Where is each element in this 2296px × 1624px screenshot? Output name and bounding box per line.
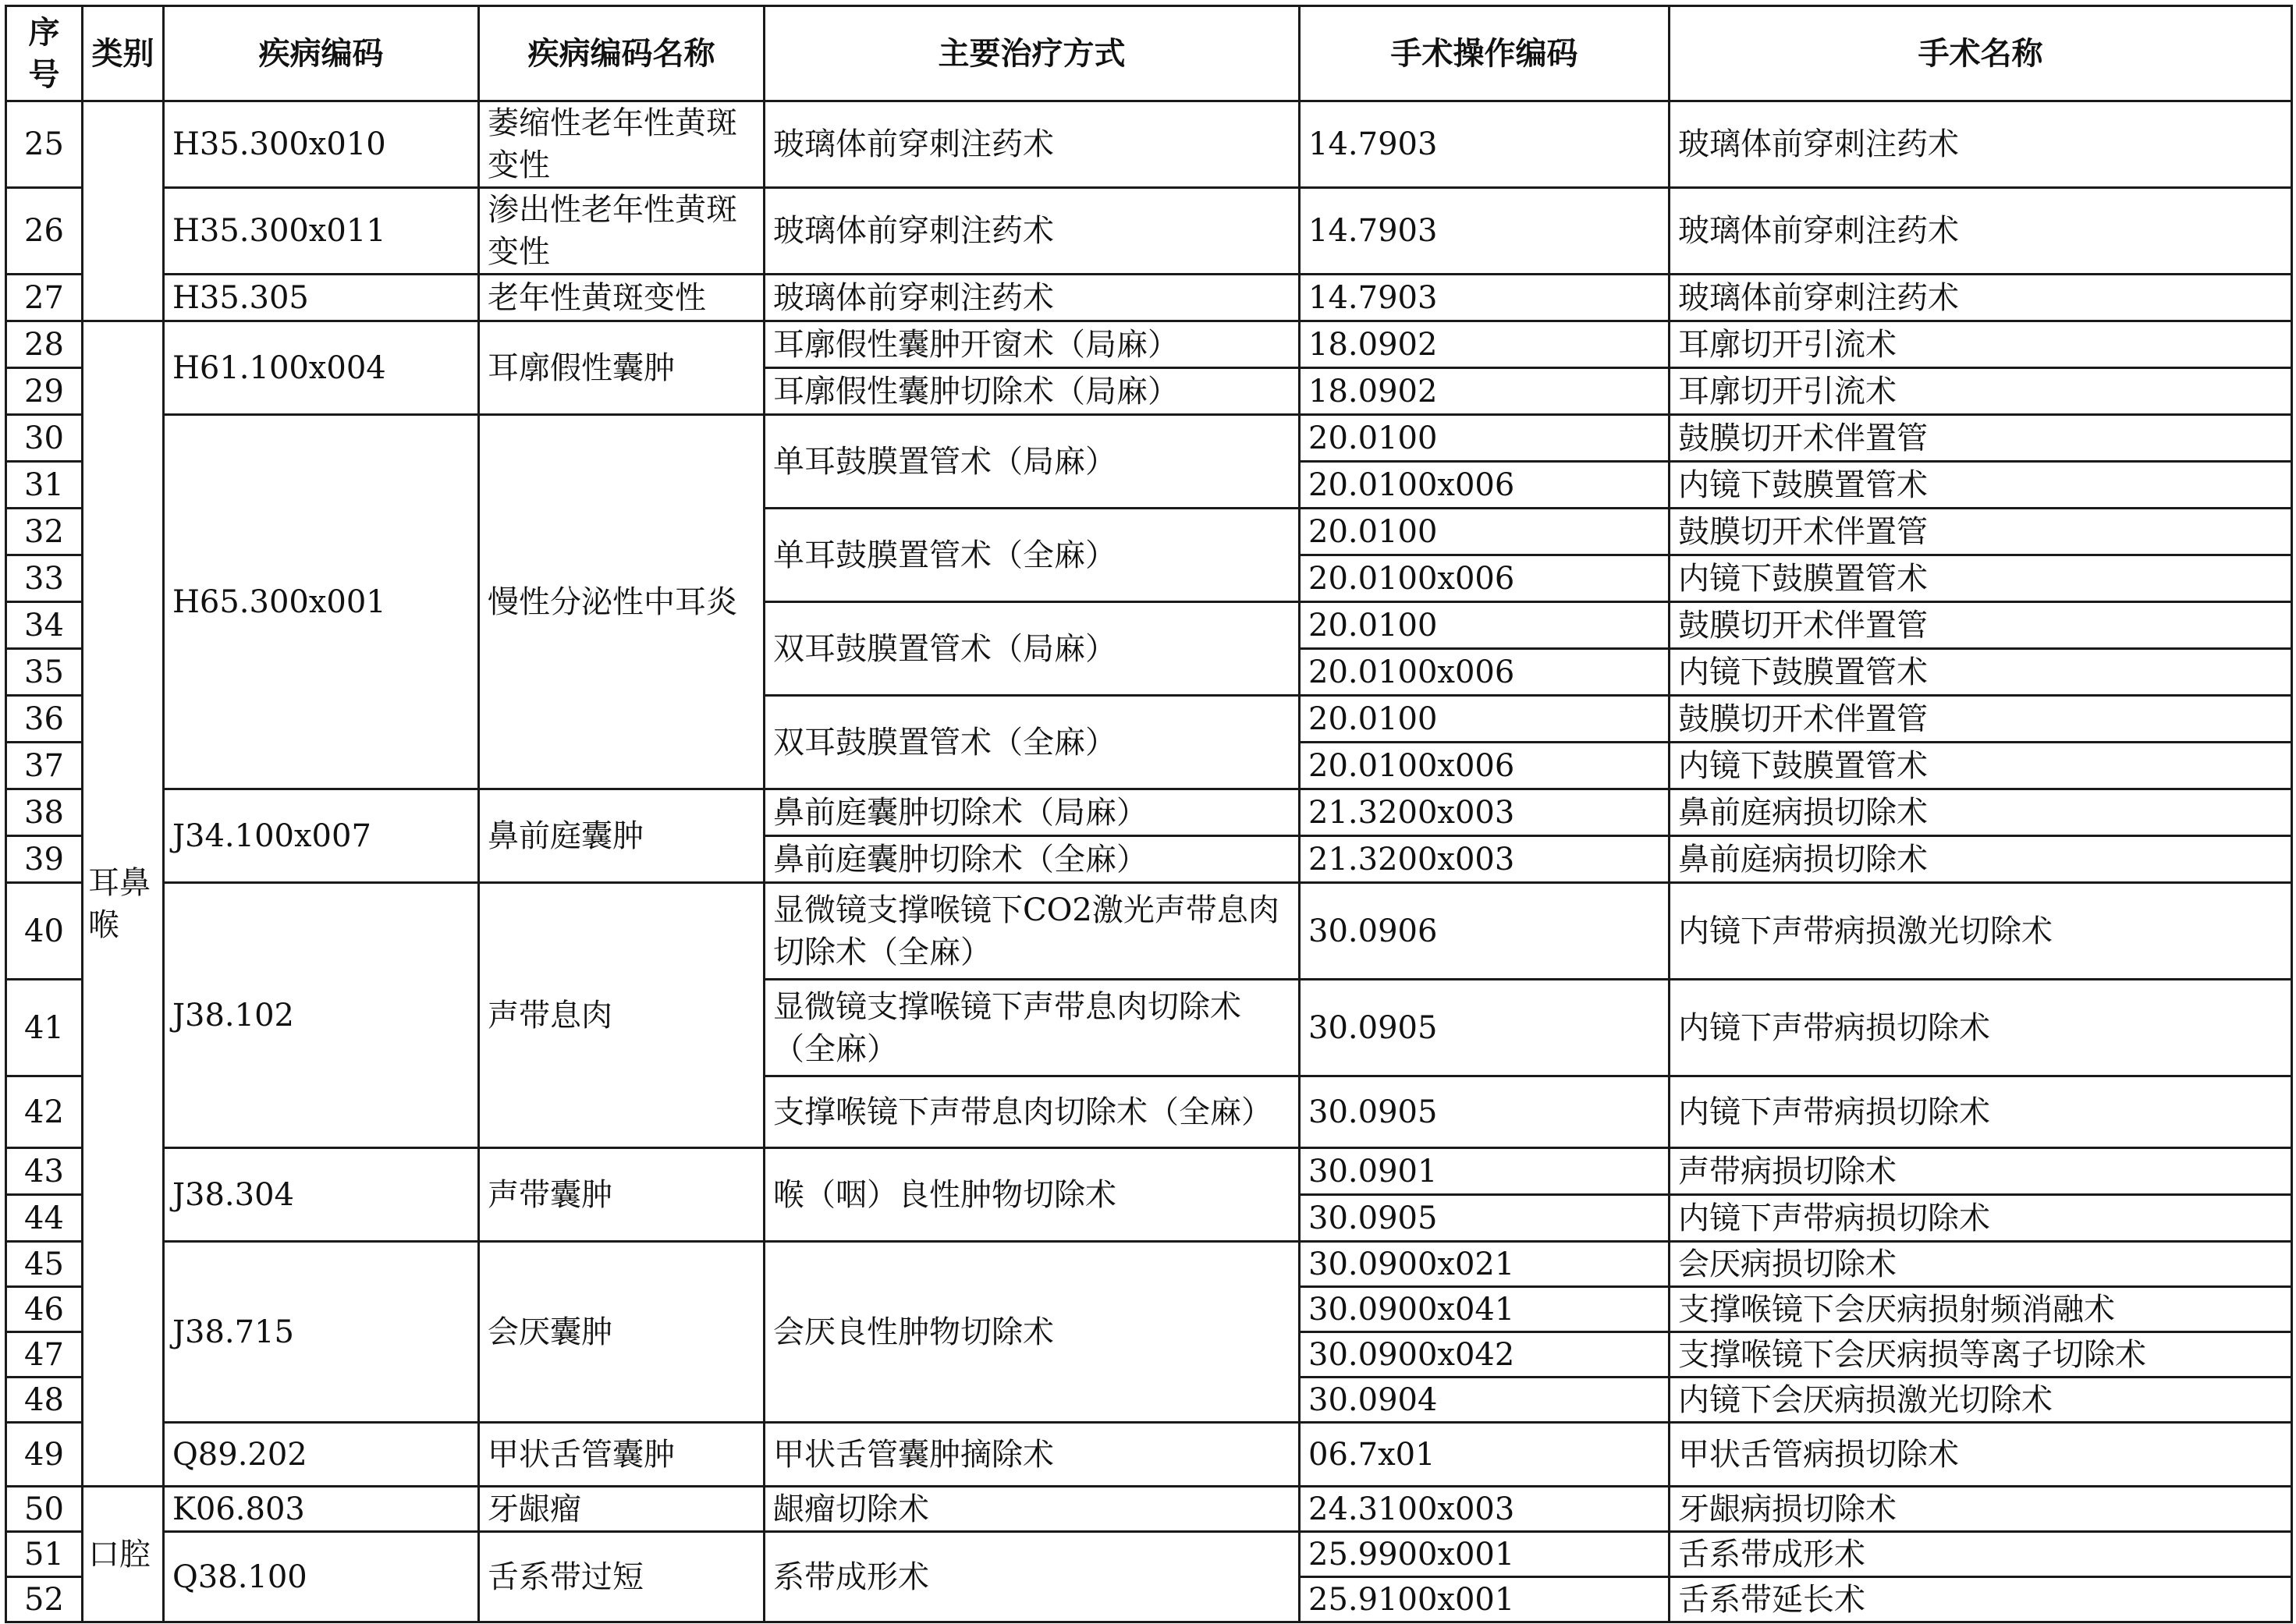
op-name-cell: 鼻前庭病损切除术 <box>1670 836 2292 883</box>
treatment-cell: 支撑喉镜下声带息肉切除术（全麻） <box>765 1076 1300 1148</box>
treatment-cell: 鼻前庭囊肿切除术（局麻） <box>765 789 1300 836</box>
seq-cell: 46 <box>6 1287 83 1332</box>
header-op-name: 手术名称 <box>1670 6 2292 101</box>
op-code-cell: 24.3100x003 <box>1300 1487 1670 1532</box>
seq-cell: 30 <box>6 415 83 462</box>
header-op-code: 手术操作编码 <box>1300 6 1670 101</box>
treatment-cell: 玻璃体前穿刺注药术 <box>765 188 1300 275</box>
treatment-cell: 耳廓假性囊肿开窗术（局麻） <box>765 321 1300 368</box>
op-name-cell: 内镜下会厌病损激光切除术 <box>1670 1378 2292 1423</box>
seq-cell: 48 <box>6 1378 83 1423</box>
seq-cell: 38 <box>6 789 83 836</box>
op-name-cell: 内镜下鼓膜置管术 <box>1670 555 2292 602</box>
disease-code-cell: J38.304 <box>164 1148 479 1242</box>
disease-code-cell: H35.305 <box>164 275 479 321</box>
disease-name-cell: 舌系带过短 <box>479 1532 765 1622</box>
category-cell: 耳鼻喉 <box>83 321 164 1487</box>
op-code-cell: 30.0900x042 <box>1300 1332 1670 1378</box>
seq-cell: 47 <box>6 1332 83 1378</box>
treatment-cell: 甲状舌管囊肿摘除术 <box>765 1423 1300 1487</box>
disease-name-cell: 会厌囊肿 <box>479 1242 765 1423</box>
disease-name-cell: 渗出性老年性黄斑变性 <box>479 188 765 275</box>
op-name-cell: 内镜下声带病损激光切除术 <box>1670 883 2292 980</box>
seq-cell: 39 <box>6 836 83 883</box>
op-code-cell: 18.0902 <box>1300 321 1670 368</box>
table-row <box>6 1148 2292 1195</box>
op-code-cell: 20.0100 <box>1300 509 1670 555</box>
category-cell: 口腔 <box>83 1487 164 1622</box>
seq-cell: 50 <box>6 1487 83 1532</box>
op-name-cell: 鼓膜切开术伴置管 <box>1670 602 2292 649</box>
table-row <box>6 188 2292 275</box>
disease-code-cell: H35.300x011 <box>164 188 479 275</box>
disease-name-cell: 慢性分泌性中耳炎 <box>479 415 765 789</box>
op-code-cell: 21.3200x003 <box>1300 836 1670 883</box>
disease-code-cell: H61.100x004 <box>164 321 479 415</box>
op-name-cell: 内镜下鼓膜置管术 <box>1670 743 2292 789</box>
op-code-cell: 30.0905 <box>1300 980 1670 1076</box>
seq-cell: 35 <box>6 649 83 696</box>
seq-cell: 28 <box>6 321 83 368</box>
category-cell <box>83 101 164 321</box>
treatment-cell: 双耳鼓膜置管术（局麻） <box>765 602 1300 696</box>
treatment-cell: 显微镜支撑喉镜下CO2激光声带息肉切除术（全麻） <box>765 883 1300 980</box>
table-row <box>6 883 2292 980</box>
header-row <box>6 6 2292 101</box>
table-row <box>6 415 2292 462</box>
treatment-cell: 会厌良性肿物切除术 <box>765 1242 1300 1423</box>
disease-code-cell: J34.100x007 <box>164 789 479 883</box>
seq-cell: 40 <box>6 883 83 980</box>
op-name-cell: 耳廓切开引流术 <box>1670 321 2292 368</box>
op-name-cell: 支撑喉镜下会厌病损等离子切除术 <box>1670 1332 2292 1378</box>
op-code-cell: 30.0905 <box>1300 1195 1670 1242</box>
op-code-cell: 20.0100 <box>1300 415 1670 462</box>
treatment-cell: 玻璃体前穿刺注药术 <box>765 101 1300 188</box>
treatment-cell: 喉（咽）良性肿物切除术 <box>765 1148 1300 1242</box>
op-name-cell: 玻璃体前穿刺注药术 <box>1670 101 2292 188</box>
table-row <box>6 789 2292 836</box>
disease-name-cell: 甲状舌管囊肿 <box>479 1423 765 1487</box>
treatment-cell: 显微镜支撑喉镜下声带息肉切除术（全麻） <box>765 980 1300 1076</box>
seq-cell: 29 <box>6 368 83 415</box>
op-name-cell: 鼓膜切开术伴置管 <box>1670 696 2292 743</box>
disease-name-cell: 鼻前庭囊肿 <box>479 789 765 883</box>
op-code-cell: 18.0902 <box>1300 368 1670 415</box>
seq-cell: 36 <box>6 696 83 743</box>
op-name-cell: 甲状舌管病损切除术 <box>1670 1423 2292 1487</box>
op-code-cell: 30.0904 <box>1300 1378 1670 1423</box>
seq-cell: 31 <box>6 462 83 509</box>
treatment-cell: 龈瘤切除术 <box>765 1487 1300 1532</box>
op-code-cell: 21.3200x003 <box>1300 789 1670 836</box>
seq-cell: 44 <box>6 1195 83 1242</box>
op-name-cell: 鼻前庭病损切除术 <box>1670 789 2292 836</box>
seq-cell: 41 <box>6 980 83 1076</box>
header-category: 类别 <box>83 6 164 101</box>
op-code-cell: 20.0100 <box>1300 602 1670 649</box>
treatment-cell: 单耳鼓膜置管术（局麻） <box>765 415 1300 509</box>
disease-name-cell: 萎缩性老年性黄斑变性 <box>479 101 765 188</box>
disease-code-cell: Q89.202 <box>164 1423 479 1487</box>
table-row <box>6 321 2292 368</box>
seq-cell: 34 <box>6 602 83 649</box>
op-name-cell: 会厌病损切除术 <box>1670 1242 2292 1287</box>
treatment-cell: 鼻前庭囊肿切除术（全麻） <box>765 836 1300 883</box>
table-row <box>6 1487 2292 1532</box>
table-row <box>6 1532 2292 1577</box>
op-name-cell: 内镜下声带病损切除术 <box>1670 1076 2292 1148</box>
header-disease-code: 疾病编码 <box>164 6 479 101</box>
op-code-cell: 30.0900x041 <box>1300 1287 1670 1332</box>
op-name-cell: 声带病损切除术 <box>1670 1148 2292 1195</box>
op-name-cell: 舌系带成形术 <box>1670 1532 2292 1577</box>
op-code-cell: 30.0900x021 <box>1300 1242 1670 1287</box>
treatment-table <box>5 5 2293 1623</box>
seq-cell: 32 <box>6 509 83 555</box>
op-name-cell: 耳廓切开引流术 <box>1670 368 2292 415</box>
header-disease-name: 疾病编码名称 <box>479 6 765 101</box>
seq-cell: 42 <box>6 1076 83 1148</box>
seq-cell: 45 <box>6 1242 83 1287</box>
op-name-cell: 内镜下声带病损切除术 <box>1670 980 2292 1076</box>
op-code-cell: 06.7x01 <box>1300 1423 1670 1487</box>
op-name-cell: 鼓膜切开术伴置管 <box>1670 509 2292 555</box>
op-name-cell: 内镜下鼓膜置管术 <box>1670 462 2292 509</box>
op-code-cell: 14.7903 <box>1300 101 1670 188</box>
disease-name-cell: 耳廓假性囊肿 <box>479 321 765 415</box>
treatment-cell: 耳廓假性囊肿切除术（局麻） <box>765 368 1300 415</box>
op-name-cell: 支撑喉镜下会厌病损射频消融术 <box>1670 1287 2292 1332</box>
table-row <box>6 275 2292 321</box>
treatment-cell: 玻璃体前穿刺注药术 <box>765 275 1300 321</box>
seq-cell: 25 <box>6 101 83 188</box>
op-code-cell: 30.0905 <box>1300 1076 1670 1148</box>
seq-cell: 49 <box>6 1423 83 1487</box>
treatment-cell: 系带成形术 <box>765 1532 1300 1622</box>
op-name-cell: 牙龈病损切除术 <box>1670 1487 2292 1532</box>
disease-name-cell: 牙龈瘤 <box>479 1487 765 1532</box>
disease-name-cell: 声带息肉 <box>479 883 765 1148</box>
op-name-cell: 玻璃体前穿刺注药术 <box>1670 275 2292 321</box>
op-code-cell: 20.0100 <box>1300 696 1670 743</box>
op-code-cell: 20.0100x006 <box>1300 743 1670 789</box>
seq-cell: 27 <box>6 275 83 321</box>
disease-name-cell: 声带囊肿 <box>479 1148 765 1242</box>
op-name-cell: 内镜下鼓膜置管术 <box>1670 649 2292 696</box>
op-name-cell: 玻璃体前穿刺注药术 <box>1670 188 2292 275</box>
disease-code-cell: H65.300x001 <box>164 415 479 789</box>
op-code-cell: 25.9100x001 <box>1300 1577 1670 1622</box>
seq-cell: 43 <box>6 1148 83 1195</box>
seq-cell: 33 <box>6 555 83 602</box>
op-code-cell: 20.0100x006 <box>1300 555 1670 602</box>
table-row <box>6 1242 2292 1287</box>
op-code-cell: 20.0100x006 <box>1300 462 1670 509</box>
disease-name-cell: 老年性黄斑变性 <box>479 275 765 321</box>
op-name-cell: 鼓膜切开术伴置管 <box>1670 415 2292 462</box>
disease-code-cell: J38.715 <box>164 1242 479 1423</box>
op-code-cell: 30.0906 <box>1300 883 1670 980</box>
disease-code-cell: H35.300x010 <box>164 101 479 188</box>
seq-cell: 52 <box>6 1577 83 1622</box>
header-treatment: 主要治疗方式 <box>765 6 1300 101</box>
seq-cell: 37 <box>6 743 83 789</box>
disease-code-cell: Q38.100 <box>164 1532 479 1622</box>
table-row <box>6 1423 2292 1487</box>
header-seq: 序号 <box>6 6 83 101</box>
table-row <box>6 101 2292 188</box>
seq-cell: 26 <box>6 188 83 275</box>
treatment-cell: 双耳鼓膜置管术（全麻） <box>765 696 1300 789</box>
seq-cell: 51 <box>6 1532 83 1577</box>
treatment-cell: 单耳鼓膜置管术（全麻） <box>765 509 1300 602</box>
op-code-cell: 14.7903 <box>1300 188 1670 275</box>
disease-code-cell: K06.803 <box>164 1487 479 1532</box>
disease-code-cell: J38.102 <box>164 883 479 1148</box>
op-name-cell: 内镜下声带病损切除术 <box>1670 1195 2292 1242</box>
op-code-cell: 14.7903 <box>1300 275 1670 321</box>
op-code-cell: 20.0100x006 <box>1300 649 1670 696</box>
op-name-cell: 舌系带延长术 <box>1670 1577 2292 1622</box>
op-code-cell: 30.0901 <box>1300 1148 1670 1195</box>
op-code-cell: 25.9900x001 <box>1300 1532 1670 1577</box>
